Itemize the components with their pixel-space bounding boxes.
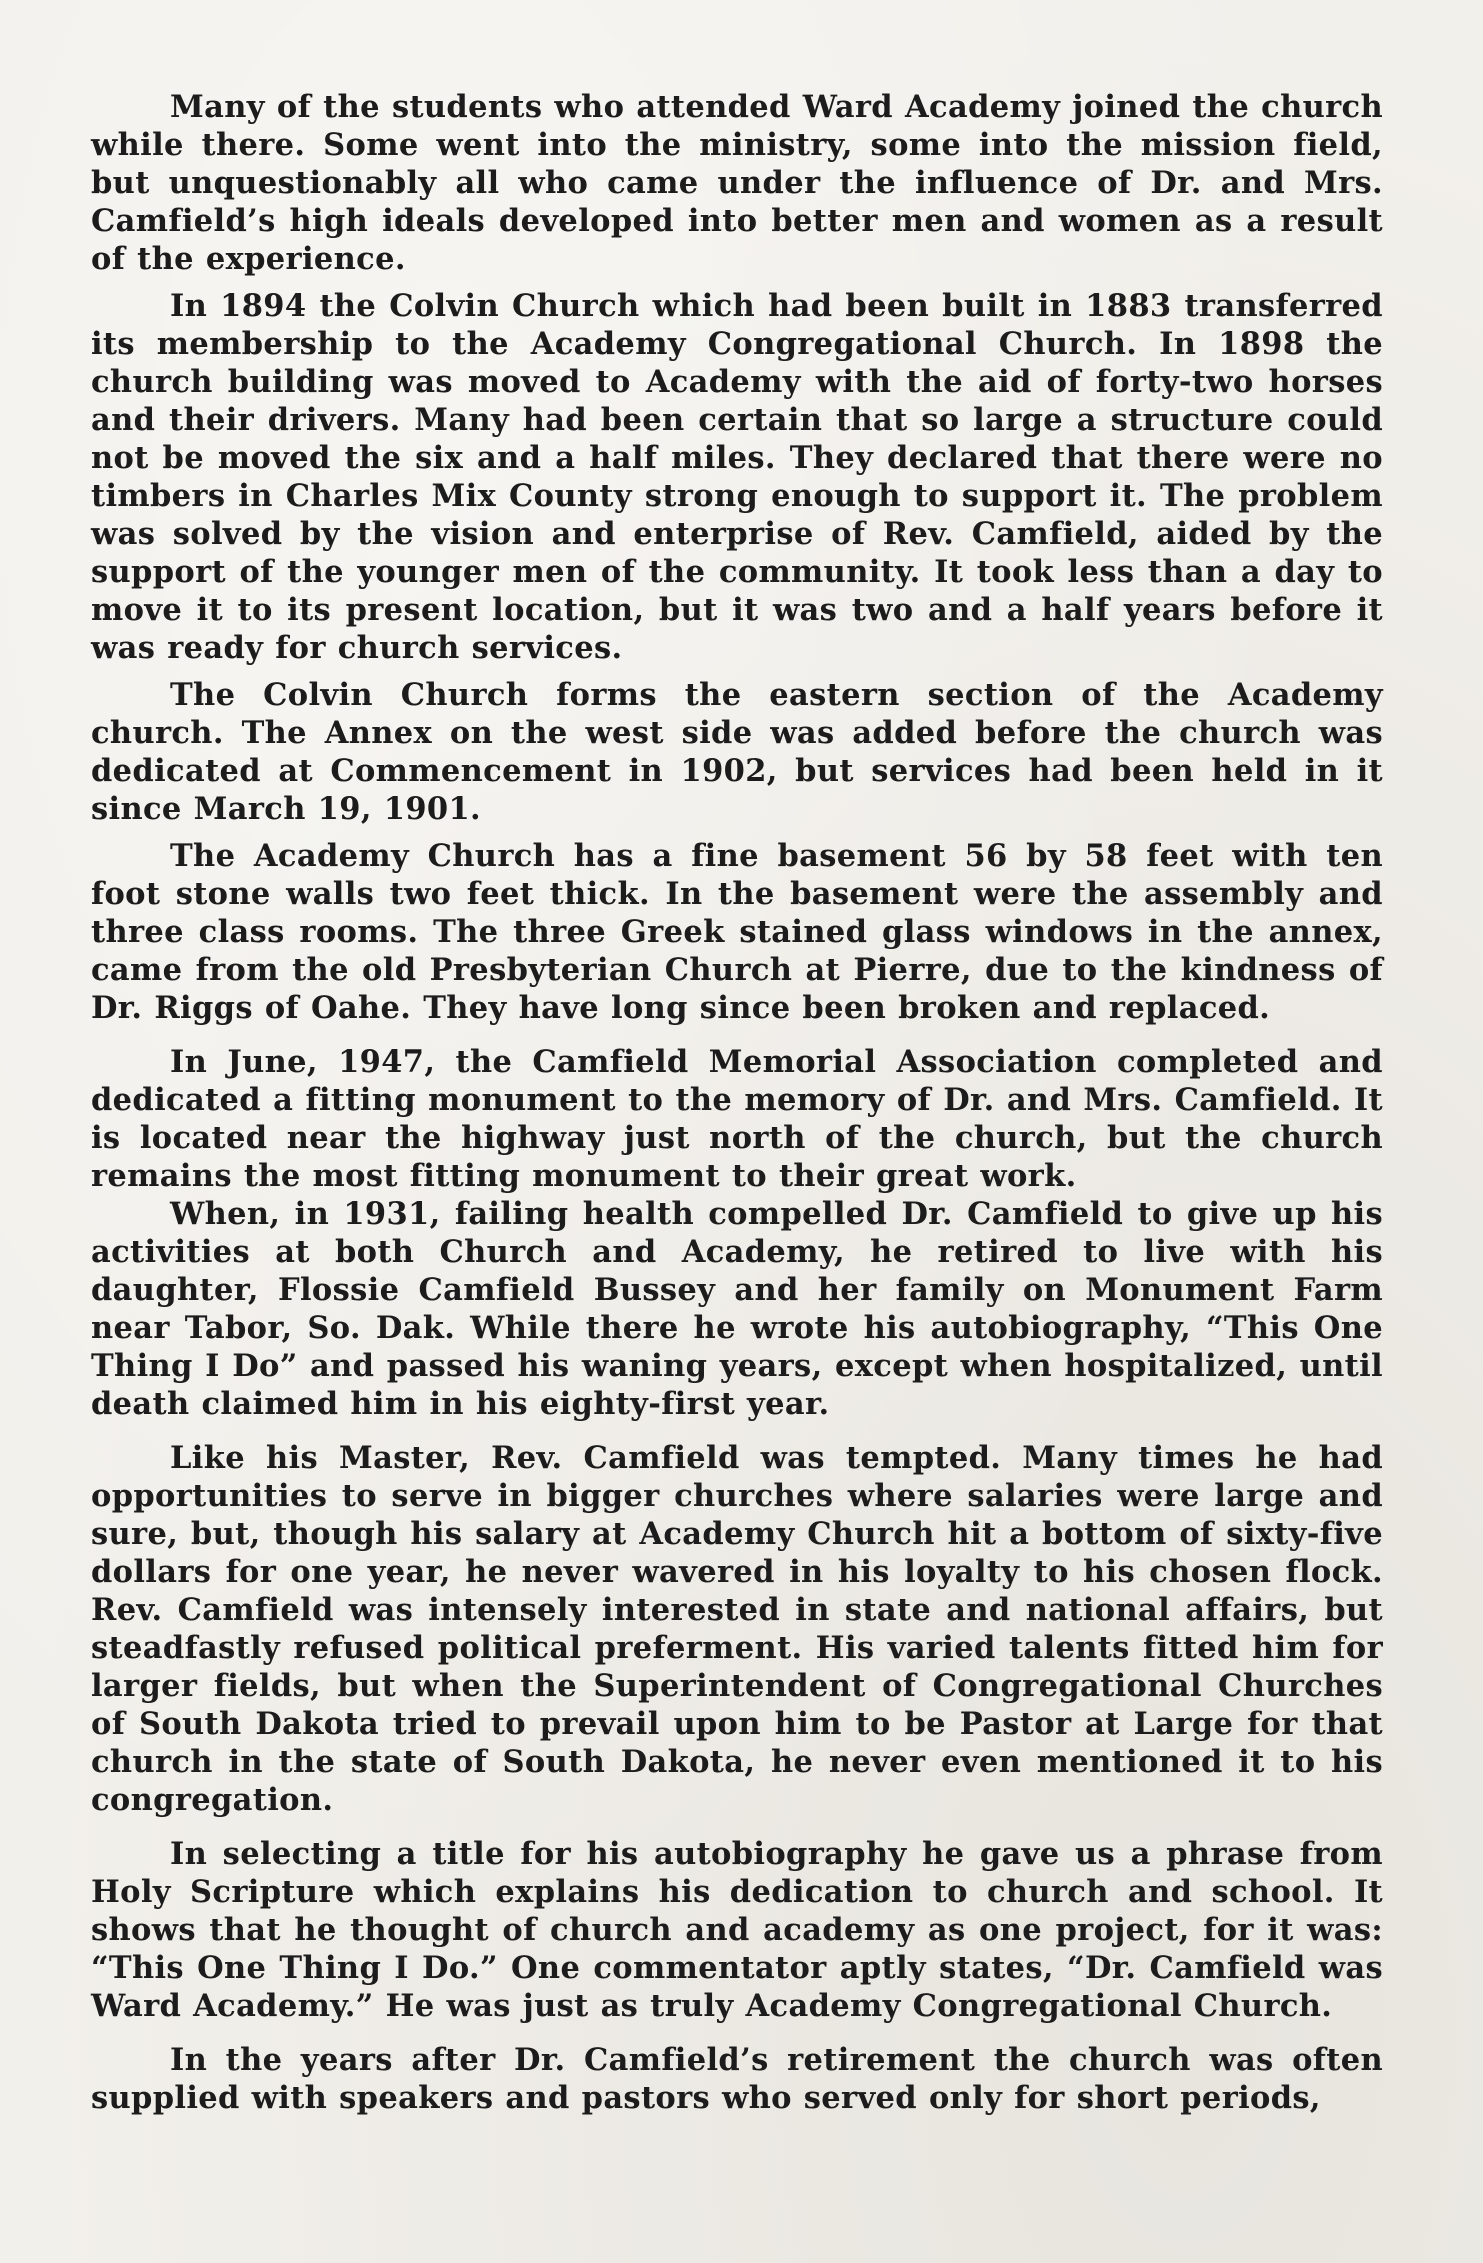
paragraph-students: Many of the students who attended Ward Academy joined the church while there. Some went into the ministry, some into the mission field, but unquestionably all who came under the influence of Dr. and Mrs. Camfield’s high ideals developed into better men and women as a result of the experience.: [91, 89, 1383, 277]
paragraph-after-retirement: In the years after Dr. Camfield’s retirement the church was often supplied with speakers and pastors who served only for short periods,: [91, 2042, 1383, 2116]
paragraph-annex: The Colvin Church forms the eastern section of the Academy church. The Annex on the west side was added before the church was dedicated at Commencement in 1902, but services had been held in it since March 19, 1901.: [91, 677, 1383, 827]
text-column: [91, 88, 1383, 2117]
paragraph-retirement: When, in 1931, failing health compelled Dr. Camfield to give up his activities at both Church and Academy, he retired to live with his daughter, Flossie Camfield Bussey and her family on Monument Farm near Tabor, So. Dak. While there he wrote his autobiography, “This One Thing I Do” and passed his waning years, except when hospitalized, until death claimed him in his eighty-first year.: [91, 1196, 1383, 1422]
paragraph-memorial: In June, 1947, the Camfield Memorial Association completed and dedicated a fitting monument to the memory of Dr. and Mrs. Camfield. It is located near the highway just north of the church, but the church remains the most fitting monument to their great work.: [91, 1044, 1383, 1194]
paragraph-basement: The Academy Church has a fine basement 56 by 58 feet with ten foot stone walls two feet thick. In the basement were the assembly and three class rooms. The three Greek stained glass windows in the annex, came from the old Presbyterian Church at Pierre, due to the kindness of Dr. Riggs of Oahe. They have long since been broken and replaced.: [91, 838, 1383, 1026]
paragraph-autobiography-title: In selecting a title for his autobiography he gave us a phrase from Holy Scripture which explains his dedication to church and school. It shows that he thought of church and academy as one project, for it was: “This One Thing I Do.” One commentator aptly states, “Dr. Camfield was Ward Academy.” He was just as truly Academy Congregational Church.: [91, 1836, 1383, 2024]
paragraph-temptation: Like his Master, Rev. Camfield was tempted. Many times he had opportunities to serve in bigger churches where salaries were large and sure, but, though his salary at Academy Church hit a bottom of sixty-five dollars for one year, he never wavered in his loyalty to his chosen flock. Rev. Camfield was intensely interested in state and national affairs, but steadfastly refused political preferment. His varied talents fitted him for larger fields, but when the Superintendent of Congregational Churches of South Dakota tried to prevail upon him to be Pastor at Large for that church in the state of South Dakota, he never even mentioned it to his congregation.: [91, 1440, 1383, 1818]
paragraph-colvin-church-move: In 1894 the Colvin Church which had been built in 1883 transferred its membership to the Academy Congregational Church. In 1898 the church building was moved to Academy with the aid of forty-two horses and their drivers. Many had been certain that so large a structure could not be moved the six and a half miles. They declared that there were no timbers in Charles Mix County strong enough to support it. The problem was solved by the vision and enterprise of Rev. Camfield, aided by the support of the younger men of the community. It took less than a day to move it to its present location, but it was two and a half years before it was ready for church services.: [91, 288, 1383, 666]
